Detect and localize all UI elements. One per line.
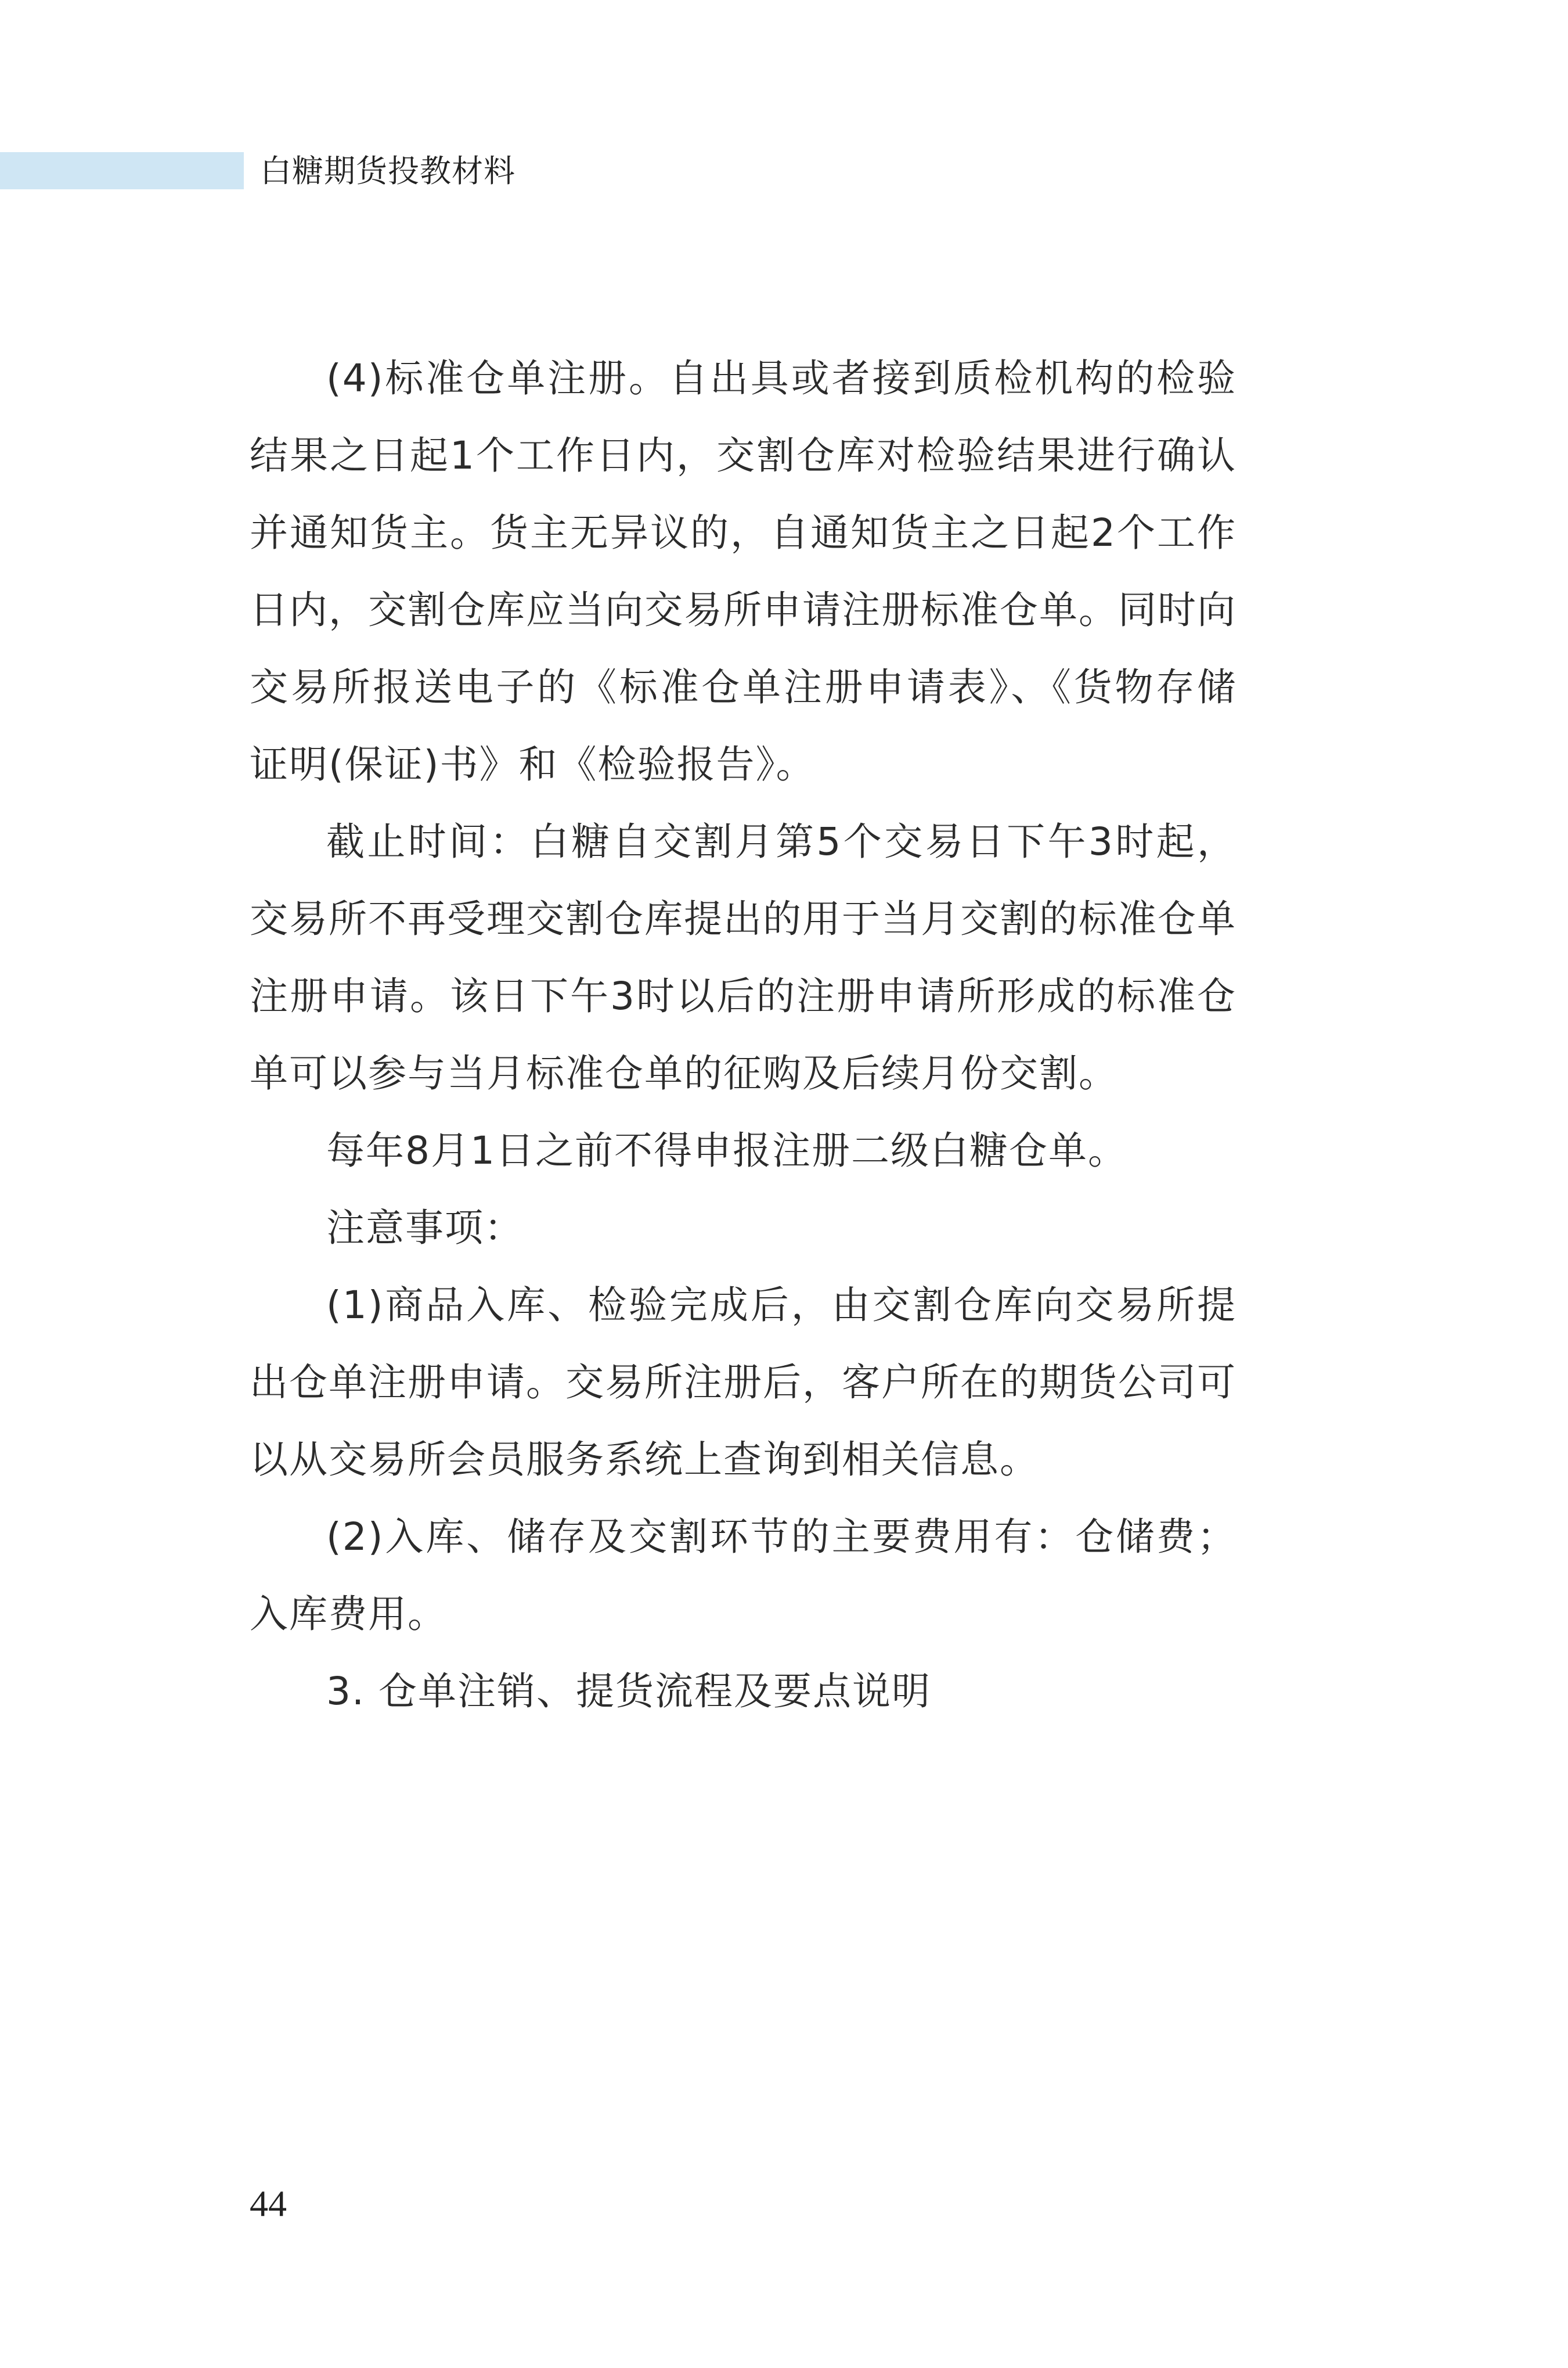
header-accent-bar	[0, 152, 244, 189]
body-text	[250, 340, 1237, 1730]
paragraph-notes-heading: 注意事项：	[326, 1205, 524, 1250]
paragraph-note-2: (2)入库、储存及交割环节的主要费用有：仓储费；入库费用。	[250, 1514, 1237, 1636]
paragraph-deadline: 截止时间：白糖自交割月第5个交易日下午3时起，交易所不再受理交割仓库提出的用于当月交割的标准仓单注册申请。该日下午3时以后的注册申请所形成的标准仓单可以参与当月标准仓单的征购及后续月份交割。	[250, 819, 1237, 1096]
paragraph-note-1: (1)商品入库、检验完成后，由交割仓库向交易所提出仓单注册申请。交易所注册后，客户所在的期货公司可以从交易所会员服务系统上查询到相关信息。	[250, 1283, 1237, 1482]
page-number: 44	[250, 2183, 287, 2224]
running-header-title: 白糖期货投教材料	[260, 153, 516, 189]
paragraph-warehouse-receipt-registration: (4)标准仓单注册。自出具或者接到质检机构的检验结果之日起1个工作日内，交割仓库对检验结果进行确认并通知货主。货主无异议的，自通知货主之日起2个工作日内，交割仓库应当向交易所申请注册标准仓单。同时向交易所报送电子的《标准仓单注册申请表》、《货物存储证明(保证)书》和《检验报告》。	[250, 356, 1237, 787]
section-heading-cancellation: 3. 仓单注销、提货流程及要点说明	[326, 1669, 931, 1714]
paragraph-august-rule: 每年8月1日之前不得申报注册二级白糖仓单。	[326, 1128, 1127, 1173]
